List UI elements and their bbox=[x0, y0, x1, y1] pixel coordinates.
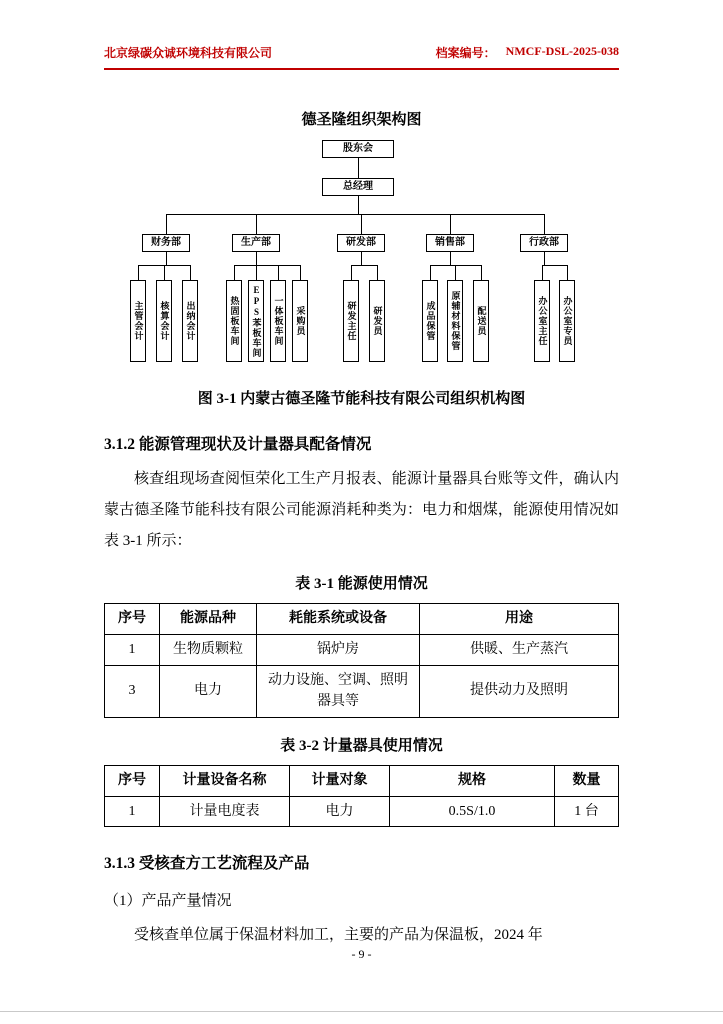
org-connector bbox=[166, 252, 167, 265]
org-node-general-manager: 总经理 bbox=[322, 178, 394, 196]
org-connector bbox=[450, 214, 451, 234]
org-connector bbox=[256, 265, 257, 280]
org-node-rnd-director: 研发主任 bbox=[343, 280, 359, 362]
org-node-panel-workshop: 一体板车间 bbox=[270, 280, 286, 362]
org-connector bbox=[481, 265, 482, 280]
org-node-cashier-accountant: 出纳会计 bbox=[182, 280, 198, 362]
table-cell: 生物质颗粒 bbox=[160, 634, 257, 665]
org-node-eps-workshop: EPS苯板车间 bbox=[248, 280, 264, 362]
org-node-delivery-staff: 配送员 bbox=[473, 280, 489, 362]
table-header-cell: 序号 bbox=[105, 766, 160, 797]
section-paragraph-312: 核查组现场查阅恒荣化工生产月报表、能源计量器具台账等文件，确认内蒙古德圣隆节能科技有限公司能源消耗种类为：电力和烟煤，能源使用情况如表 3-1 所示： bbox=[104, 471, 619, 549]
org-chart-title: 德圣隆组织架构图 bbox=[301, 112, 422, 128]
table-header-row bbox=[105, 604, 619, 635]
header-file-no bbox=[436, 44, 619, 61]
org-connector bbox=[351, 265, 352, 280]
org-node-dept-sales: 销售部 bbox=[426, 234, 474, 252]
org-node-cost-accountant: 核算会计 bbox=[156, 280, 172, 362]
org-connector bbox=[358, 196, 359, 214]
org-node-product-keeper: 成品保管 bbox=[422, 280, 438, 362]
table-cell: 供暖、生产蒸汽 bbox=[420, 634, 619, 665]
table-header-cell: 数量 bbox=[555, 766, 619, 797]
section-paragraph-313: 受核查单位属于保温材料加工，主要的产品为保温板，2024 年 bbox=[134, 927, 543, 944]
org-node-dept-production: 生产部 bbox=[232, 234, 280, 252]
table-row bbox=[105, 665, 619, 717]
section-heading-313: 3.1.3 受核查方工艺流程及产品 bbox=[104, 855, 310, 873]
org-connector bbox=[361, 214, 362, 234]
table-cell: 提供动力及照明 bbox=[420, 665, 619, 717]
file-no-value: NMCF-DSL-2025-038 bbox=[505, 44, 619, 58]
table-cell: 计量电度表 bbox=[160, 796, 290, 827]
org-node-dept-admin: 行政部 bbox=[520, 234, 568, 252]
org-connector bbox=[544, 252, 545, 265]
header-company: 北京绿碳众诚环境科技有限公司 bbox=[104, 46, 273, 60]
table-header-cell: 计量设备名称 bbox=[160, 766, 290, 797]
table-energy-usage bbox=[104, 603, 619, 718]
table-header-cell: 序号 bbox=[105, 604, 160, 635]
table32-title: 表 3-2 计量器具使用情况 bbox=[280, 738, 443, 754]
table-cell: 电力 bbox=[160, 665, 257, 717]
table-header-row bbox=[105, 766, 619, 797]
table-header-cell: 规格 bbox=[390, 766, 555, 797]
org-connector bbox=[256, 252, 257, 265]
org-node-material-keeper: 原辅材料保管 bbox=[447, 280, 463, 362]
org-connector bbox=[138, 265, 139, 280]
page-bottom-edge bbox=[0, 1011, 723, 1012]
figure-caption: 图 3-1 内蒙古德圣隆节能科技有限公司组织机构图 bbox=[197, 391, 526, 407]
section-heading-312: 3.1.2 能源管理现状及计量器具配备情况 bbox=[104, 436, 372, 453]
org-connector bbox=[300, 265, 301, 280]
org-connector bbox=[166, 214, 545, 215]
page-content bbox=[104, 0, 619, 951]
org-connector bbox=[544, 214, 545, 234]
table-row bbox=[105, 796, 619, 827]
org-connector bbox=[190, 265, 191, 280]
org-connector bbox=[430, 265, 482, 266]
org-connector bbox=[361, 252, 362, 265]
org-connector bbox=[278, 265, 279, 280]
table-cell: 1 台 bbox=[555, 796, 619, 827]
org-node-purchaser: 采购员 bbox=[292, 280, 308, 362]
org-connector bbox=[450, 252, 451, 265]
table-cell: 锅炉房 bbox=[257, 634, 420, 665]
org-connector bbox=[542, 265, 543, 280]
table-cell: 3 bbox=[105, 665, 160, 717]
org-connector bbox=[430, 265, 431, 280]
table-meter-usage bbox=[104, 765, 619, 827]
org-node-office-director: 办公室主任 bbox=[534, 280, 550, 362]
org-connector bbox=[358, 158, 359, 178]
org-node-thermoset-workshop: 热固板车间 bbox=[226, 280, 242, 362]
org-node-chief-accountant: 主管会计 bbox=[130, 280, 146, 362]
org-connector bbox=[256, 214, 257, 234]
table-cell: 动力设施、空调、照明器具等 bbox=[257, 665, 420, 717]
org-connector bbox=[234, 265, 301, 266]
table-cell: 0.5S/1.0 bbox=[390, 796, 555, 827]
table-cell: 1 bbox=[105, 634, 160, 665]
table31-title: 表 3-1 能源使用情况 bbox=[295, 576, 428, 593]
org-connector bbox=[164, 265, 165, 280]
org-node-dept-rnd: 研发部 bbox=[337, 234, 385, 252]
table-header-cell: 用途 bbox=[420, 604, 619, 635]
table-cell: 1 bbox=[105, 796, 160, 827]
org-connector bbox=[567, 265, 568, 280]
page-header bbox=[104, 44, 619, 70]
org-connector bbox=[377, 265, 378, 280]
org-connector bbox=[166, 214, 167, 234]
table-header-cell: 计量对象 bbox=[290, 766, 390, 797]
org-connector bbox=[542, 265, 568, 266]
table-cell: 电力 bbox=[290, 796, 390, 827]
org-node-office-specialist: 办公室专员 bbox=[559, 280, 575, 362]
org-connector bbox=[351, 265, 378, 266]
org-node-shareholders: 股东会 bbox=[322, 140, 394, 158]
org-node-rnd-staff: 研发员 bbox=[369, 280, 385, 362]
file-no-label: 档案编号： bbox=[435, 46, 496, 60]
org-chart bbox=[104, 137, 619, 367]
section-subheading-313: （1）产品产量情况 bbox=[104, 893, 232, 910]
page-number: - 9 - bbox=[351, 947, 372, 961]
org-connector bbox=[234, 265, 235, 280]
table-header-cell: 能源品种 bbox=[160, 604, 257, 635]
table-row bbox=[105, 634, 619, 665]
table-header-cell: 耗能系统或设备 bbox=[257, 604, 420, 635]
org-node-dept-finance: 财务部 bbox=[142, 234, 190, 252]
org-connector bbox=[455, 265, 456, 280]
